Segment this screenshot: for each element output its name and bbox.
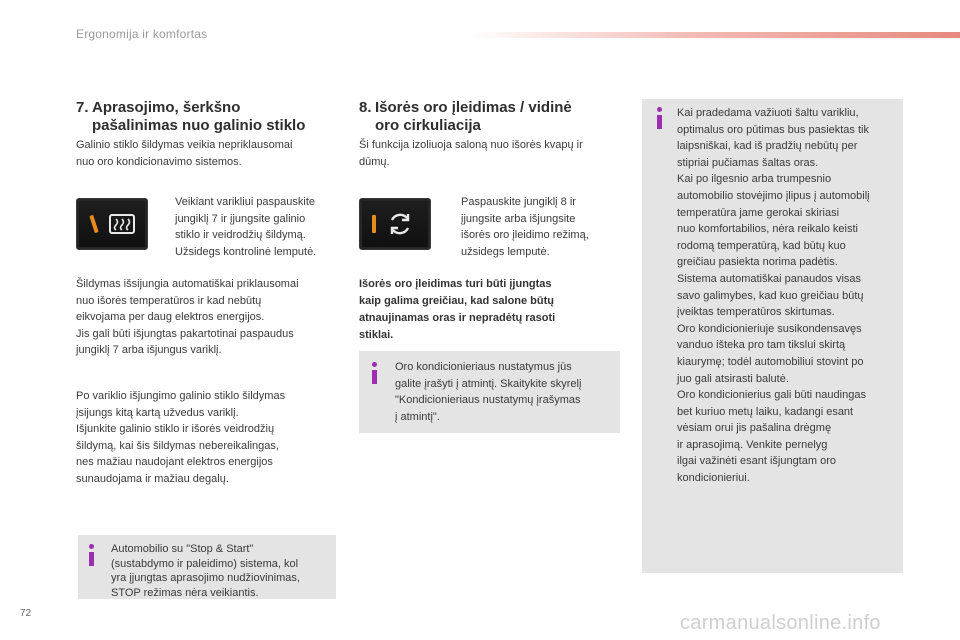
section-8-number: 8. bbox=[359, 99, 372, 116]
text-line: įsijungs kitą kartą užvedus variklį. bbox=[76, 406, 239, 419]
text-line: Ši funkcija izoliuoja saloną nuo išorės kvapų ir bbox=[359, 139, 583, 151]
text-line: Po variklio išjungimo galinio stiklo šildymas bbox=[76, 390, 286, 402]
text-line: jungiklį 7 arba išjungus variklį. bbox=[76, 344, 222, 356]
section-7-paragraph-2 bbox=[76, 276, 356, 359]
info-icon bbox=[655, 107, 665, 129]
section-7-heading bbox=[76, 99, 346, 135]
text-line: automobilio stovėjimo įlipus į automobilį bbox=[677, 189, 870, 202]
text-line: stipriai pučiamas šaltas oras. bbox=[677, 156, 819, 169]
text-line: įjungsite arba išjungsite bbox=[461, 212, 576, 225]
text-line: Išorės oro įleidimas turi būti įjungtas bbox=[359, 278, 552, 290]
text-line: išorės oro įleidimo režimą, bbox=[461, 229, 589, 241]
text-line: rodomą temperatūrą, kad būtų kuo bbox=[677, 239, 846, 252]
text-line: Sistema automatiškai panaudos visas bbox=[677, 272, 862, 285]
air-recirculation-switch-image bbox=[359, 198, 431, 250]
info-icon bbox=[370, 362, 380, 384]
section-7-bullet bbox=[153, 194, 353, 260]
text-line: Veikiant varikliui paspauskite bbox=[175, 196, 316, 208]
section-7-paragraph-3 bbox=[76, 388, 356, 487]
text-line: Jis gali būti išjungtas pakartotinai paspaudus bbox=[76, 327, 294, 340]
text-line: dūmų. bbox=[359, 155, 390, 168]
section-8-title-line2: oro cirkuliacija bbox=[375, 117, 481, 134]
header-gradient-bar bbox=[470, 32, 960, 38]
recirculation-icon bbox=[386, 210, 414, 238]
info-box-stop-start bbox=[78, 535, 336, 599]
text-line: yra įjungtas aprasojimo nudžiovinimas, bbox=[111, 572, 300, 584]
text-line: Kai pradedama važiuoti šaltu varikliu, bbox=[677, 107, 859, 119]
text-line: STOP režimas nėra veikiantis. bbox=[111, 586, 259, 599]
text-line: vėsiam orui jis pašalina drėgmę bbox=[677, 422, 832, 435]
text-line: nuo išorės temperatūros ir kad nebūtų bbox=[76, 294, 262, 307]
text-line: "Kondicionieriaus nustatymų įrašymas bbox=[395, 394, 581, 407]
page-number: 72 bbox=[20, 608, 32, 619]
text-line: ilgai važinėti esant išjungtam oro bbox=[677, 455, 836, 468]
page-header-title: Ergonomija ir komfortas bbox=[76, 27, 208, 41]
text-line: įveiktas temperatūros skirtumas. bbox=[677, 306, 835, 319]
text-line: galite įrašyti į atmintį. Skaitykite skyrelį bbox=[395, 377, 582, 390]
info-icon bbox=[87, 544, 97, 566]
info-box-air-conditioning-tips bbox=[642, 99, 903, 573]
text-line: optimalus oro pūtimas bus pasiektas tik bbox=[677, 123, 869, 136]
text-line: savo galimybes, kad kuo greičiau būtų bbox=[677, 289, 864, 302]
section-8-intro bbox=[359, 137, 624, 170]
text-line: užsidegs lemputė. bbox=[461, 245, 550, 258]
text-line: atnaujinamas oras ir nepradėtų rasoti bbox=[359, 312, 556, 324]
section-7-intro bbox=[76, 137, 346, 170]
indicator-led-icon bbox=[89, 215, 98, 233]
text-line: kiaurymę; todėl automobiliui stovint po bbox=[677, 355, 864, 368]
text-line: šildymą, kai šis šildymas nebereikalingas, bbox=[76, 439, 279, 452]
section-8-bullet bbox=[439, 194, 619, 260]
text-line: jungiklį 7 ir įjungsite galinio bbox=[175, 212, 306, 225]
text-line: Oro kondicionieriuje susikondensavęs bbox=[677, 322, 862, 335]
text-line: bet kuriuo metų laiku, kadangi esant bbox=[677, 405, 854, 418]
section-7-title-line2: pašalinimas nuo galinio stiklo bbox=[92, 117, 306, 134]
text-line: Išjunkite galinio stiklo ir išorės veidrodžių bbox=[76, 423, 275, 435]
section-7-title-line1: Aprasojimo, šerkšno bbox=[92, 99, 241, 116]
text-line: Galinio stiklo šildymas veikia nepriklausomai bbox=[76, 139, 293, 151]
text-line: į atmintį". bbox=[395, 410, 440, 423]
text-line: temperatūra jame gerokai skiriasi bbox=[677, 206, 840, 219]
text-line: (sustabdymo ir paleidimo) sistema, kol bbox=[111, 557, 299, 570]
text-line: nes mažiau naudojant elektros energijos bbox=[76, 456, 273, 468]
text-line: juo gali atsirasti balutė. bbox=[677, 372, 789, 385]
text-line: stiklai. bbox=[359, 329, 394, 341]
rear-defrost-switch-image bbox=[76, 198, 148, 250]
text-line: nuo oro kondicionavimo sistemos. bbox=[76, 155, 242, 168]
text-line: Kai po ilgesnio arba trumpesnio bbox=[677, 173, 832, 186]
section-7-number: 7. bbox=[76, 99, 89, 116]
text-line: vanduo išteka pro tam tikslui skirtą bbox=[677, 339, 846, 352]
text-line: kondicionieriui. bbox=[677, 472, 750, 485]
text-line: ir aprasojimą. Venkite pernelyg bbox=[677, 438, 828, 451]
section-8-title-line1: Išorės oro įleidimas / vidinė bbox=[375, 99, 572, 116]
watermark: carmanualsonline.info bbox=[680, 612, 881, 634]
text-line: greičiau pasiekta norima padėtis. bbox=[677, 256, 838, 269]
text-line: sunaudojama ir mažiau degalų. bbox=[76, 472, 229, 485]
section-8-heading bbox=[359, 99, 619, 135]
text-line: Oro kondicionierius gali būti naudingas bbox=[677, 389, 866, 402]
text-line: Šildymas išsijungia automatiškai priklausomai bbox=[76, 278, 299, 290]
text-line: kaip galima greičiau, kad salone būtų bbox=[359, 295, 555, 307]
text-line: eikvojama per daug elektros energijos. bbox=[76, 311, 265, 323]
text-line: laipsniškai, kad iš pradžių nebūtų per bbox=[677, 140, 858, 153]
text-line: Oro kondicionieriaus nustatymus jūs bbox=[395, 361, 572, 373]
text-line: stiklo ir veidrodžių šildymą. bbox=[175, 229, 306, 241]
text-line: Užsidegs kontrolinė lemputė. bbox=[175, 245, 317, 258]
text-line: Paspauskite jungiklį 8 ir bbox=[461, 196, 576, 208]
info-box-memory-settings bbox=[359, 351, 620, 433]
text-line: Automobilio su "Stop & Start" bbox=[111, 543, 254, 555]
indicator-led-icon bbox=[372, 215, 376, 233]
section-8-bold-note bbox=[359, 276, 619, 344]
rear-window-defrost-icon bbox=[109, 214, 135, 234]
text-line: nuo komfortabilios, nėra reikalo keisti bbox=[677, 223, 858, 236]
